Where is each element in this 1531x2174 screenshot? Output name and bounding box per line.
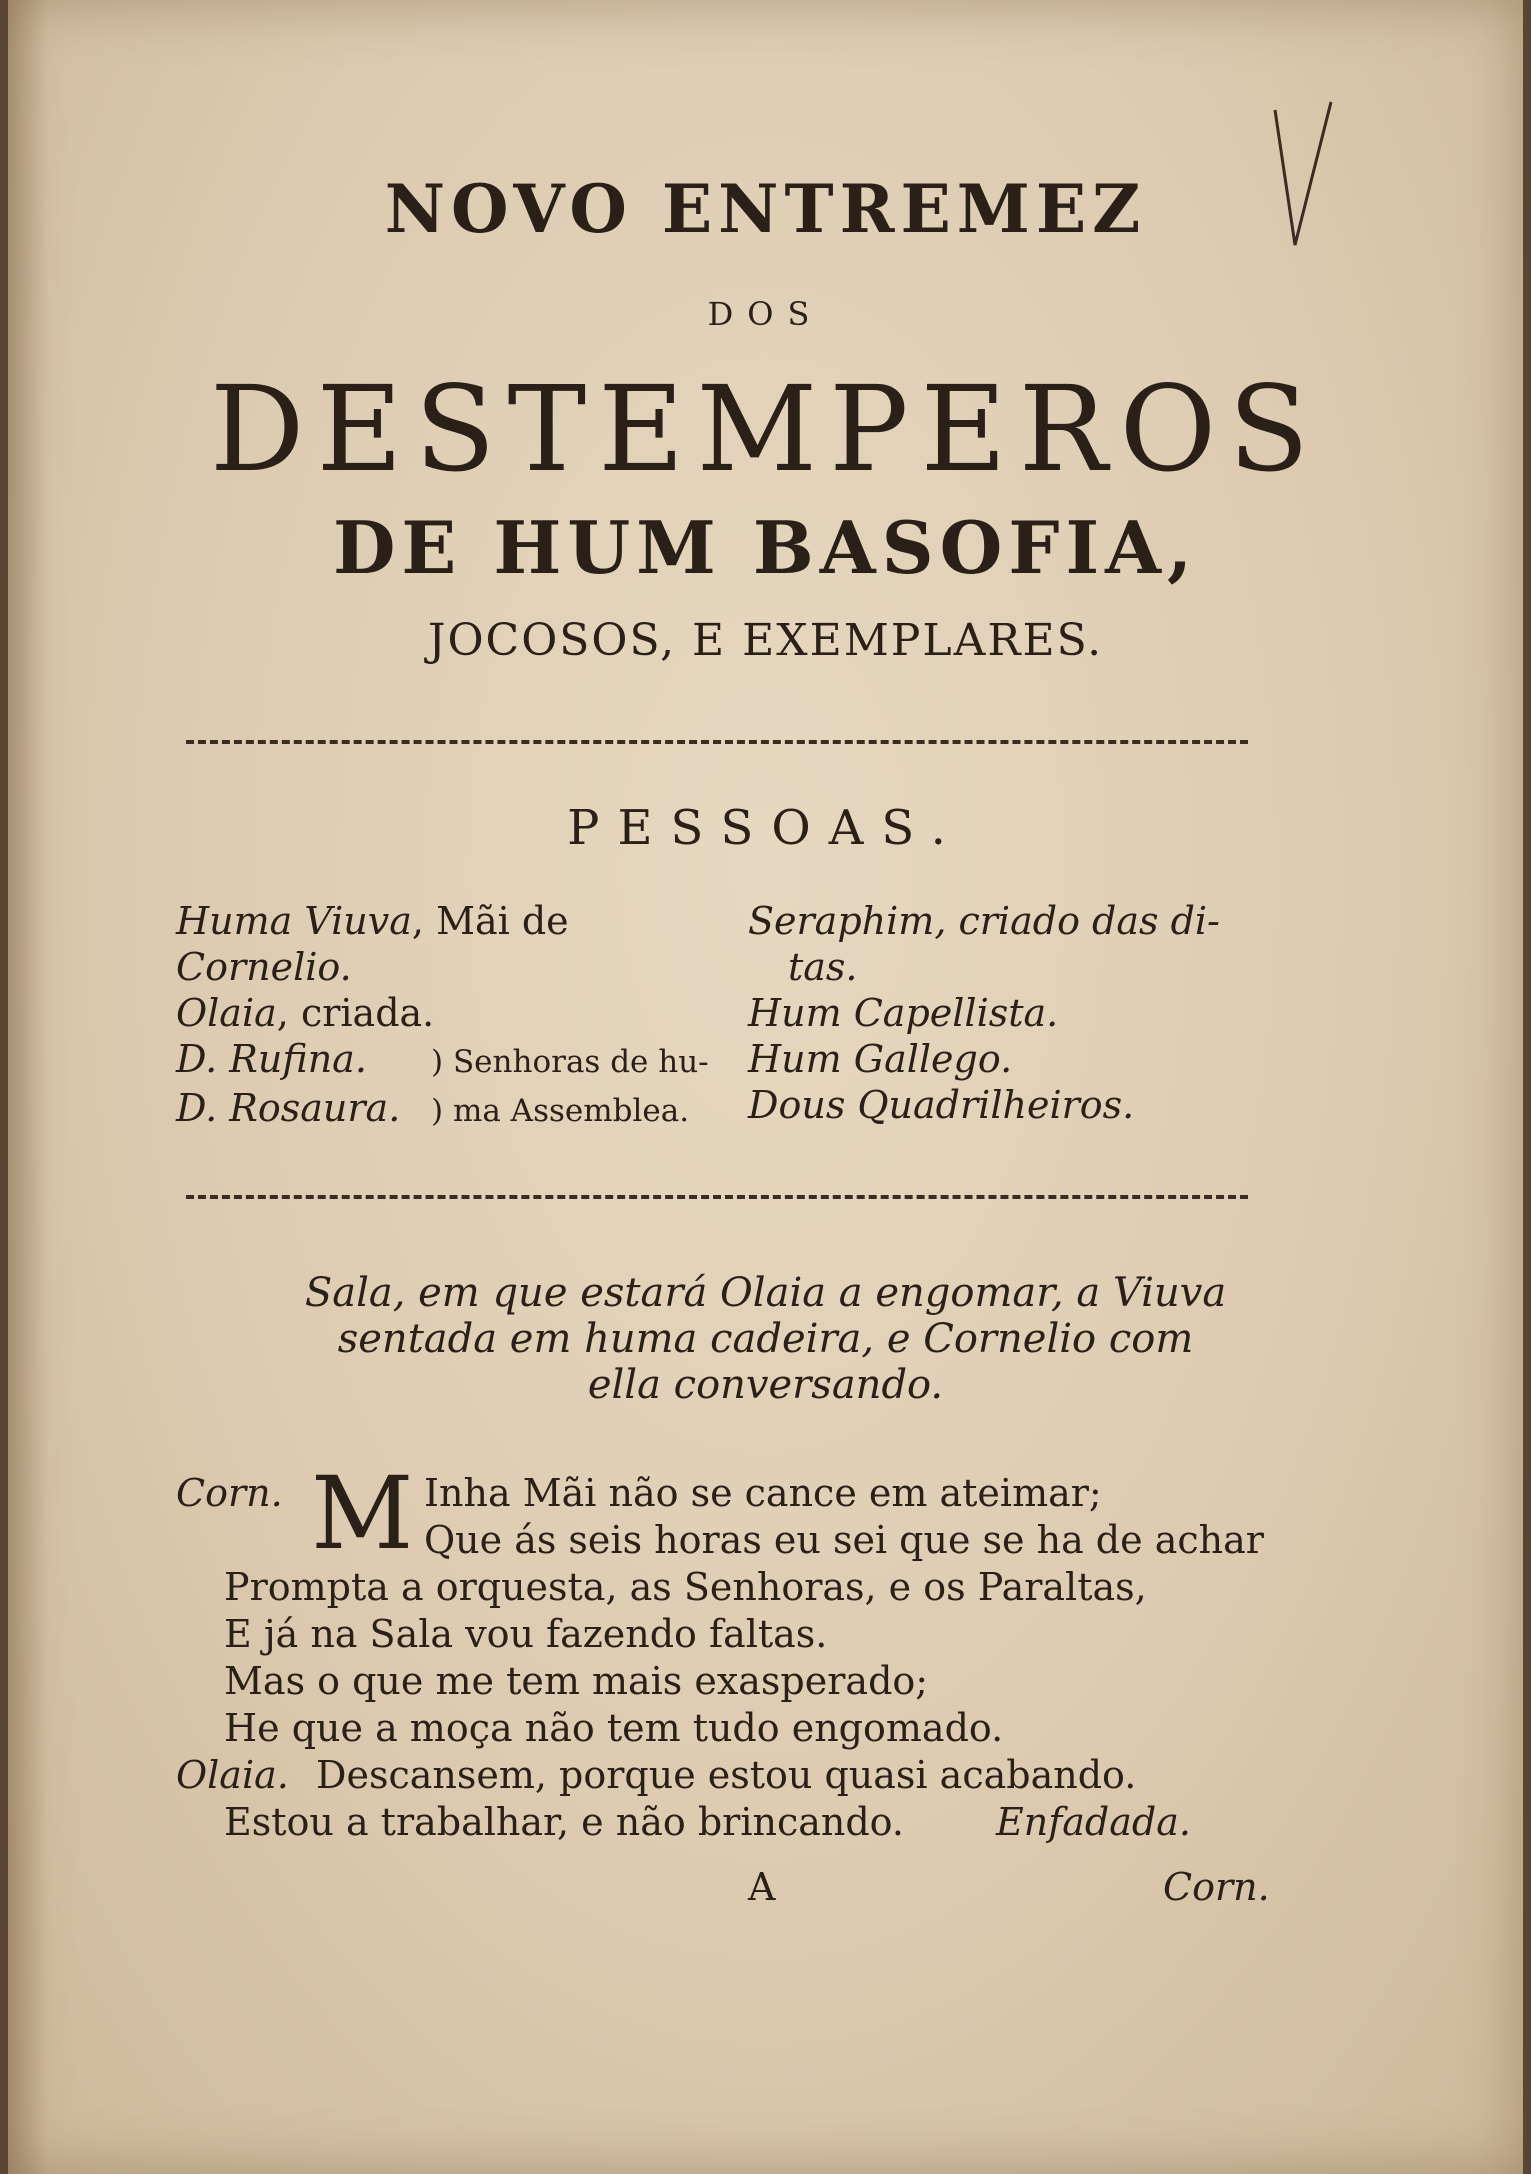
cast-name: D. Rosaura. <box>176 1086 401 1130</box>
cast-line <box>748 898 1220 944</box>
cast-name: Cornelio. <box>176 945 352 989</box>
verse-text: Inha Mãi não se cance em ateimar; <box>424 1471 1102 1515</box>
stage-direction-line: sentada em huma cadeira, e Cornelio com <box>337 1316 1194 1362</box>
cast-list-left <box>176 898 709 1134</box>
catchword: Corn. <box>1163 1865 1270 1909</box>
cast-name: Dous Quadrilheiros. <box>748 1083 1135 1127</box>
signature-mark: A <box>748 1865 776 1909</box>
book-page <box>8 0 1523 2174</box>
cast-name: Olaia <box>176 991 277 1035</box>
cast-name: Hum Capellista. <box>748 991 1059 1035</box>
cast-role: , Mãi de <box>411 899 569 943</box>
cast-name: Hum Gallego. <box>748 1037 1013 1081</box>
verse-text: E já na Sala vou fazendo faltas. <box>224 1612 828 1656</box>
title-line-2: DOS <box>707 295 824 333</box>
stage-direction-line: ella conversando. <box>587 1362 944 1408</box>
title-line-3: DESTEMPEROS <box>209 360 1322 498</box>
verse-text: Estou a trabalhar, e não brincando. <box>224 1800 904 1844</box>
divider-rule-bottom <box>186 1195 1248 1199</box>
cast-name: Seraphim, criado das di- <box>748 899 1220 943</box>
cast-line <box>176 1036 709 1085</box>
verse-text: He que a moça não tem tudo engomado. <box>224 1706 1004 1750</box>
cast-line <box>176 1085 709 1134</box>
title-line-4: DE HUM BASOFIA, <box>332 505 1199 590</box>
stage-direction-line: Sala, em que estará Olaia a engomar, a Viuva <box>304 1270 1227 1316</box>
stage-direction <box>8 1270 1523 1408</box>
drop-cap: M <box>311 1455 414 1572</box>
stage-aside: Enfadada. <box>996 1800 1191 1844</box>
verse-text: Mas o que me tem mais exasperado; <box>224 1659 929 1703</box>
cast-line <box>748 990 1220 1036</box>
verse-text: Prompta a orquesta, as Senhoras, e os Paraltas, <box>224 1565 1147 1609</box>
cast-list-right <box>748 898 1220 1128</box>
cast-line <box>176 990 709 1036</box>
divider-rule-top <box>186 740 1248 744</box>
cast-line <box>748 1082 1220 1128</box>
cast-note: ) Senhoras de hu- <box>431 1044 709 1080</box>
cast-line <box>176 944 709 990</box>
cast-name: Huma Viuva <box>176 899 412 943</box>
verse-text: Descansem, porque estou quasi acabando. <box>316 1753 1137 1797</box>
cast-name: tas. <box>788 945 858 989</box>
title-line-5: JOCOSOS, E EXEMPLARES. <box>427 615 1104 666</box>
cast-line <box>176 898 709 944</box>
cast-role: , criada. <box>276 991 435 1035</box>
speaker-label: Corn. <box>176 1471 283 1515</box>
cast-line <box>748 944 1220 990</box>
pessoas-heading: PESSOAS. <box>567 800 964 856</box>
cast-name: D. Rufina. <box>176 1037 367 1081</box>
title-line-1: NOVO ENTREMEZ <box>384 170 1147 248</box>
cast-note: ) ma Assemblea. <box>431 1093 690 1129</box>
cast-line <box>748 1036 1220 1082</box>
speaker-label: Olaia. <box>176 1753 289 1797</box>
verse-text: Que ás seis horas eu sei que se ha de achar <box>424 1518 1264 1562</box>
